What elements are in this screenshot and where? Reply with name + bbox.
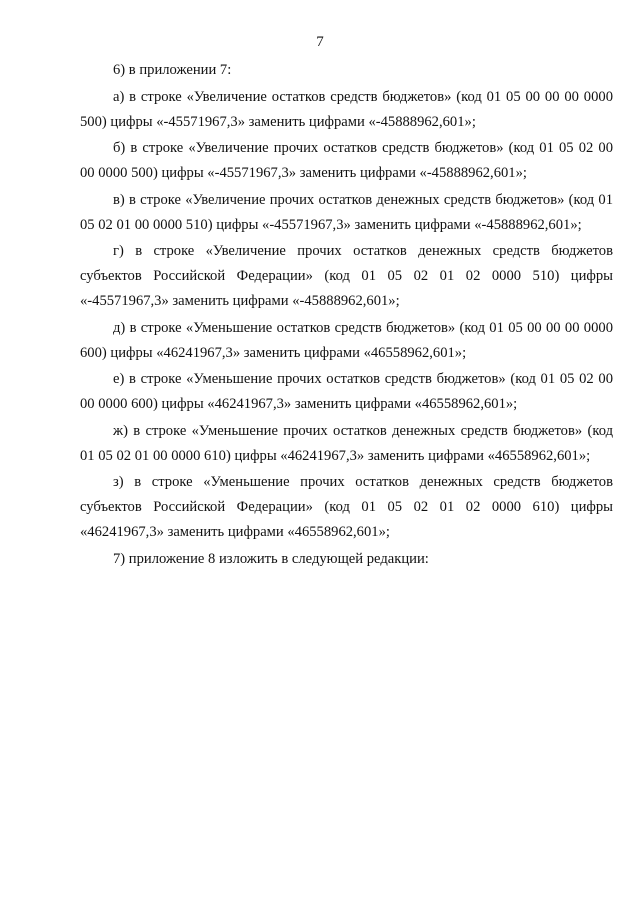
paragraph-item-7: 7) приложение 8 изложить в следующей редакции:: [113, 550, 429, 567]
paragraph-subitem-b: б) в строке «Увеличение прочих остатков средств бюджетов» (код 01 05 02 00 00 0000 500) цифры «-45571967,3» заменить цифрами «-45888962,601»;: [80, 140, 613, 181]
paragraph-subitem-g: г) в строке «Увеличение прочих остатков денежных средств бюджетов субъектов Российской Федерации» (код 01 05 02 01 02 0000 510) цифры «-45571967,3» заменить цифрами «-45888962,601»;: [80, 243, 613, 309]
document-body: [80, 58, 613, 573]
page-number: 7: [316, 34, 324, 50]
paragraph-subitem-z: з) в строке «Уменьшение прочих остатков денежных средств бюджетов субъектов Российской Федерации» (код 01 05 02 01 02 0000 610) цифры «46241967,3» заменить цифрами «46558962,601»;: [80, 474, 613, 540]
paragraph-subitem-a: а) в строке «Увеличение остатков средств бюджетов» (код 01 05 00 00 00 0000 500) цифры «-45571967,3» заменить цифрами «-45888962,601»;: [80, 88, 613, 130]
paragraph-subitem-e: е) в строке «Уменьшение прочих остатков средств бюджетов» (код 01 05 02 00 00 0000 600) цифры «46241967,3» заменить цифрами «46558962,601»;: [80, 371, 613, 412]
paragraph-item-6: 6) в приложении 7:: [113, 62, 232, 78]
paragraph-subitem-zh: ж) в строке «Уменьшение прочих остатков денежных средств бюджетов» (код 01 05 02 01 00 0000 610) цифры «46241967,3» заменить цифрами «46558962,601»;: [80, 422, 613, 464]
paragraph-subitem-d: д) в строке «Уменьшение остатков средств бюджетов» (код 01 05 00 00 00 0000 600) цифры «46241967,3» заменить цифрами «46558962,601»;: [80, 319, 613, 361]
paragraph-subitem-v: в) в строке «Увеличение прочих остатков денежных средств бюджетов» (код 01 05 02 01 00 0000 510) цифры «-45571967,3» заменить цифрами «-45888962,601»;: [80, 191, 613, 233]
